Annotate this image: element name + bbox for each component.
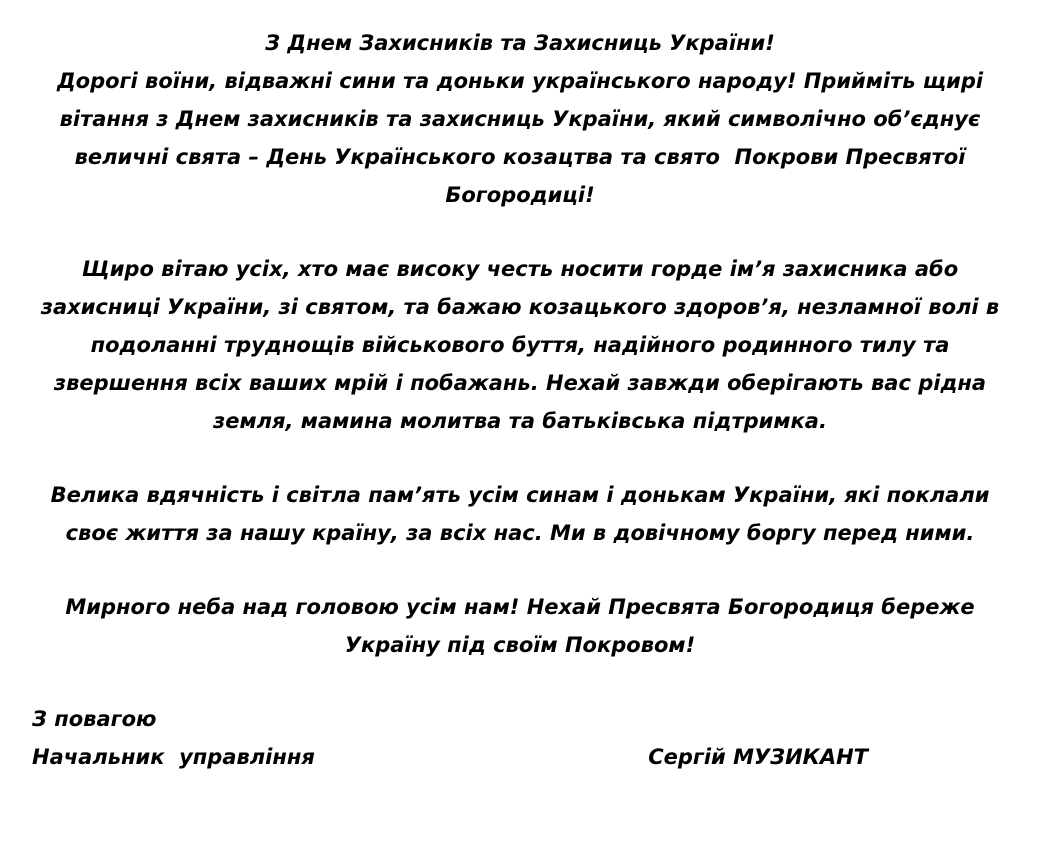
signature-salutation: З повагою <box>32 707 157 731</box>
paragraph-greeting: Дорогі воїни, відважні сини та доньки українського народу! Прийміть щирі вітання з Днем захисників та захисниць України, який символічно об’єднує величні свята – День Українського козацтва та свято Покрови Пресвятої Богородиці! <box>56 69 991 207</box>
document-title: З Днем Захисників та Захисниць України! <box>265 31 775 55</box>
paragraph-closing: Мирного неба над головою усім нам! Нехай Пресвята Богородиця береже Україну під своїм Покровом! <box>65 595 982 657</box>
signature-position: Начальник управління <box>32 745 315 769</box>
paragraph-wishes: Щиро вітаю усіх, хто має високу честь носити горде ім’я захисника або захисниці України, зі святом, та бажаю козацького здоров’я, незламної волі в подоланні труднощів військового буття, надійного родинного тилу та звершення всіх ваших мрій і побажань. Нехай завжди оберігають вас рідна земля, мамина молитва та батьківська підтримка. <box>40 257 1007 433</box>
signature-row <box>32 738 1008 776</box>
paragraph-gratitude: Велика вдячність і світла пам’ять усім синам і донькам України, які поклали своє життя за нашу країну, за всіх нас. Ми в довічному боргу перед ними. <box>50 483 997 545</box>
signature-name: Сергій МУЗИКАНТ <box>648 745 868 769</box>
